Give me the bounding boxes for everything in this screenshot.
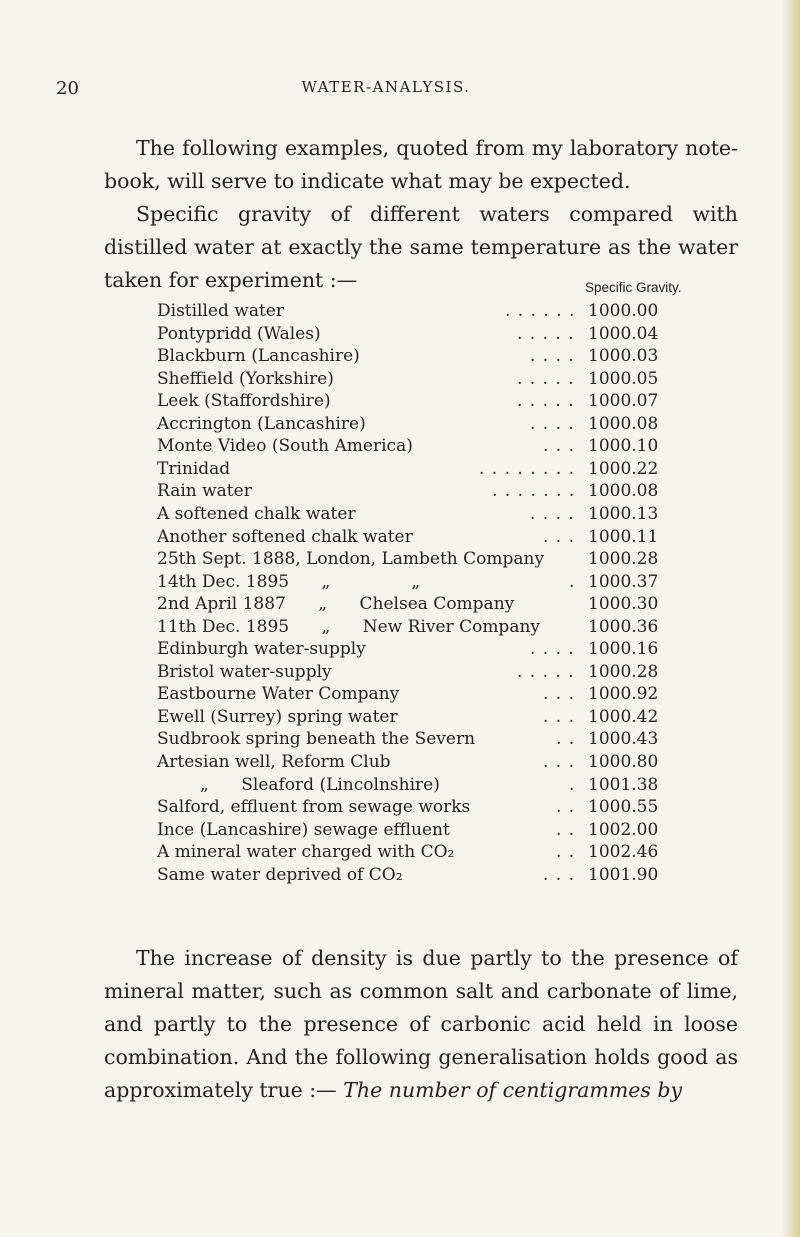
table-row bbox=[0, 728, 800, 750]
row-leader-dots: . . . bbox=[543, 526, 576, 547]
row-label: 14th Dec. 1895 „ „ bbox=[157, 571, 421, 592]
table-row bbox=[0, 796, 800, 818]
row-leader-dots: . . . . bbox=[530, 639, 575, 660]
row-value: 1000.16 bbox=[588, 639, 659, 660]
table-row bbox=[0, 480, 800, 502]
row-value: 1001.38 bbox=[588, 774, 659, 795]
table-row bbox=[0, 323, 800, 345]
row-value: 1000.00 bbox=[588, 301, 659, 321]
row-value: 1000.37 bbox=[588, 571, 659, 592]
row-value: 1000.07 bbox=[588, 391, 659, 412]
row-value: 1000.13 bbox=[588, 503, 659, 524]
table-row bbox=[0, 548, 800, 570]
row-label: Trinidad bbox=[157, 458, 231, 479]
row-label: Bristol water-supply bbox=[157, 661, 332, 682]
row-value: 1000.42 bbox=[588, 706, 659, 727]
density-paragraph bbox=[104, 942, 738, 1107]
row-label: Sheffield (Yorkshire) bbox=[157, 368, 334, 389]
row-label: Rain water bbox=[157, 481, 252, 502]
row-value: 1001.90 bbox=[588, 864, 659, 885]
row-label: Another softened chalk water bbox=[157, 526, 413, 547]
row-leader-dots: . . . bbox=[543, 684, 576, 705]
table-row bbox=[0, 345, 800, 367]
row-value: 1002.46 bbox=[588, 842, 659, 863]
row-leader-dots: . . . . bbox=[530, 413, 575, 434]
row-value: 1000.05 bbox=[588, 368, 659, 389]
row-label: „ Sleaford (Lincolnshire) bbox=[200, 774, 440, 795]
table-row bbox=[0, 706, 800, 728]
row-label: 25th Sept. 1888, London, Lambeth Company bbox=[157, 549, 545, 570]
row-value: 1000.11 bbox=[588, 526, 659, 547]
row-label: Leek (Staffordshire) bbox=[157, 391, 331, 412]
row-label: A mineral water charged with CO₂ bbox=[157, 842, 455, 863]
row-leader-dots: . . bbox=[556, 797, 576, 818]
row-leader-dots: . . . . . bbox=[517, 368, 575, 389]
row-leader-dots: . . . bbox=[543, 706, 576, 727]
row-value: 1000.04 bbox=[588, 323, 659, 344]
row-value: 1000.08 bbox=[588, 413, 659, 434]
table-row bbox=[0, 774, 800, 796]
row-label: Ince (Lancashire) sewage effluent bbox=[157, 819, 450, 840]
row-value: 1000.55 bbox=[588, 797, 659, 818]
row-label: 11th Dec. 1895 „ New River Company bbox=[157, 616, 541, 637]
row-label: Salford, effluent from sewage works bbox=[157, 797, 471, 818]
table-row bbox=[0, 638, 800, 660]
row-leader-dots: . . . bbox=[543, 864, 576, 885]
running-title: WATER-ANALYSIS. bbox=[301, 78, 471, 96]
page-number: 20 bbox=[56, 78, 79, 99]
row-leader-dots: . bbox=[569, 774, 576, 795]
row-leader-dots: . . bbox=[556, 842, 576, 863]
density-text: The increase of density is due partly to the presence of mineral matter, such as common salt and carbonate of lime, and partly to the presence of carbonic acid held in loose combination. And the following generalisation holds good as approximately true :— bbox=[104, 946, 738, 1102]
row-leader-dots: . . bbox=[556, 729, 576, 750]
row-leader-dots: . . . bbox=[543, 436, 576, 457]
row-label: Artesian well, Reform Club bbox=[157, 752, 391, 772]
row-label: Same water deprived of CO₂ bbox=[157, 864, 403, 885]
row-label: Pontypridd (Wales) bbox=[157, 323, 321, 344]
row-value: 1000.43 bbox=[588, 729, 659, 750]
row-leader-dots: . . . . bbox=[530, 503, 575, 524]
row-label: Blackburn (Lancashire) bbox=[157, 346, 360, 367]
table-row bbox=[0, 661, 800, 683]
table-row bbox=[0, 616, 800, 638]
row-leader-dots: . . . . . . . bbox=[492, 481, 576, 502]
table-row bbox=[0, 413, 800, 435]
row-value: 1000.10 bbox=[588, 436, 659, 457]
row-leader-dots: . . . . . bbox=[517, 323, 575, 344]
row-label: Monte Video (South America) bbox=[157, 436, 413, 457]
row-label: Sudbrook spring beneath the Severn bbox=[157, 729, 476, 750]
row-value: 1000.80 bbox=[588, 752, 659, 772]
row-leader-dots: . . . . . . bbox=[505, 301, 576, 321]
table-row bbox=[0, 593, 800, 615]
row-leader-dots: . . . bbox=[543, 752, 576, 772]
row-label: Accrington (Lancashire) bbox=[157, 413, 366, 434]
row-leader-dots: . . bbox=[556, 819, 576, 840]
table-row bbox=[0, 841, 800, 863]
row-label: 2nd April 1887 „ Chelsea Company bbox=[157, 594, 515, 615]
table-row bbox=[0, 683, 800, 705]
row-value: 1000.08 bbox=[588, 481, 659, 502]
row-leader-dots: . . . . . . . . bbox=[479, 458, 576, 479]
row-value: 1000.30 bbox=[588, 594, 659, 615]
density-italic-text: The number of centigrammes by bbox=[343, 1078, 683, 1102]
row-value: 1000.03 bbox=[588, 346, 659, 367]
row-leader-dots: . bbox=[569, 571, 576, 592]
row-label: Ewell (Surrey) spring water bbox=[157, 706, 398, 727]
table-row bbox=[0, 526, 800, 548]
table-row bbox=[0, 751, 800, 773]
specific-gravity-paragraph: Specific gravity of different waters compared with distilled water at exactly the same temperature as the water taken for experiment :— bbox=[104, 202, 738, 292]
row-value: 1002.00 bbox=[588, 819, 659, 840]
row-value: 1000.22 bbox=[588, 458, 659, 479]
row-label: Eastbourne Water Company bbox=[157, 684, 400, 705]
row-value: 1000.36 bbox=[588, 616, 659, 637]
table-row bbox=[0, 435, 800, 457]
row-value: 1000.28 bbox=[588, 661, 659, 682]
table-row bbox=[0, 503, 800, 525]
table-row bbox=[0, 368, 800, 390]
row-label: A softened chalk water bbox=[157, 503, 356, 524]
row-leader-dots: . . . . . bbox=[517, 391, 575, 412]
table-row bbox=[0, 390, 800, 412]
table-row bbox=[0, 571, 800, 593]
table-row bbox=[0, 458, 800, 480]
row-leader-dots: . . . . . bbox=[517, 661, 575, 682]
row-label: Distilled water bbox=[157, 301, 284, 321]
row-label: Edinburgh water-supply bbox=[157, 639, 366, 660]
table-row bbox=[0, 300, 800, 322]
intro-paragraph: The following examples, quoted from my laboratory note-book, will serve to indicate what may be expected. bbox=[104, 136, 738, 193]
table-row bbox=[0, 864, 800, 886]
column-header: Specific Gravity. bbox=[585, 280, 682, 295]
row-value: 1000.92 bbox=[588, 684, 659, 705]
table-row bbox=[0, 819, 800, 841]
row-value: 1000.28 bbox=[588, 549, 659, 570]
row-leader-dots: . . . . bbox=[530, 346, 575, 367]
